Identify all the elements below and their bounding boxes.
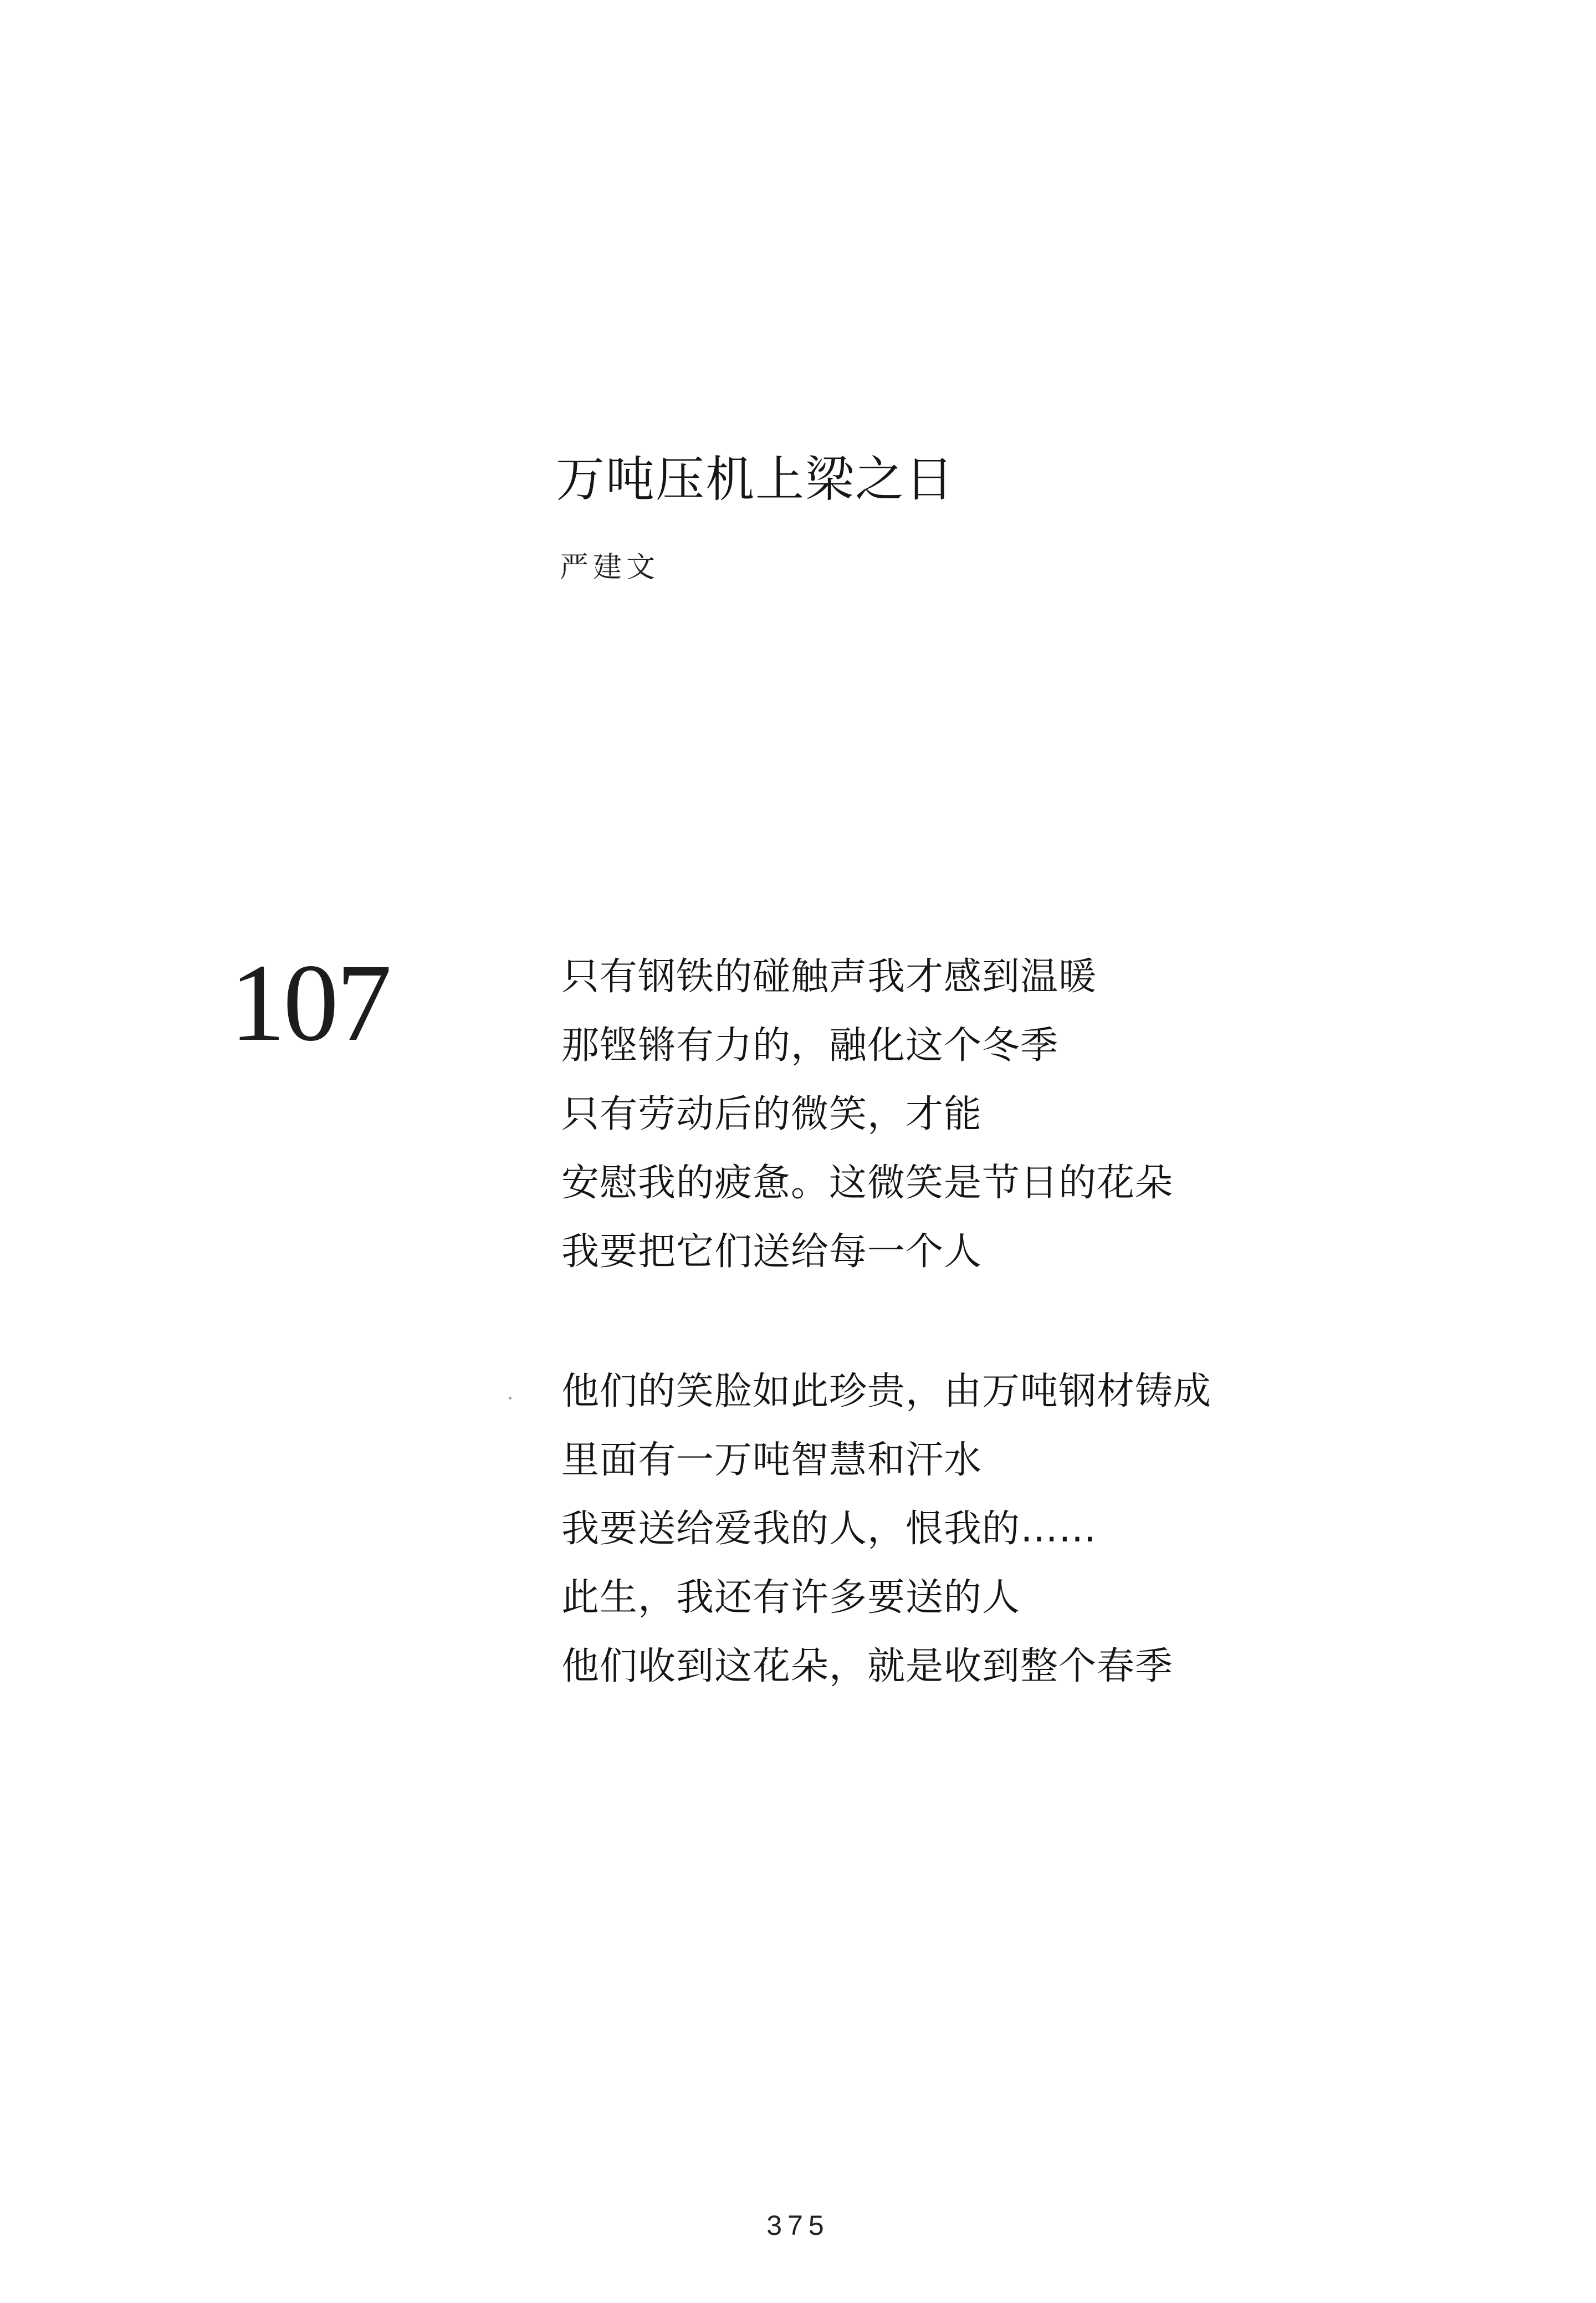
page-number: 375	[766, 2210, 830, 2241]
poem-title: 万吨压机上梁之日	[556, 451, 955, 508]
poem-line: 他们的笑脸如此珍贵，由万吨钢材铸成	[561, 1370, 1212, 1413]
stanza-2	[561, 1367, 1211, 1710]
stanza-1	[561, 952, 1211, 1296]
poem-line: 安慰我的疲惫。这微笑是节日的花朵	[561, 1161, 1174, 1205]
poem-line: 只有劳动后的微笑，才能	[561, 1092, 983, 1136]
poem-line: 我要把它们送给每一个人	[561, 1230, 983, 1274]
poem-number: 107	[230, 942, 390, 1064]
poem-line: 只有钢铁的碰触声我才感到温暖	[561, 955, 1097, 999]
poem-line: 他们收到这花朵，就是收到整个春季	[561, 1645, 1174, 1688]
poem-body	[561, 952, 1211, 1710]
poem-author: 严建文	[560, 551, 660, 584]
poem-line: 此生，我还有许多要送的人	[561, 1576, 1021, 1620]
scan-speck	[509, 1397, 511, 1400]
poem-line: 那铿锵有力的，融化这个冬季	[561, 1024, 1059, 1068]
poem-line: 我要送给爱我的人，恨我的……	[561, 1507, 1097, 1551]
poem-line: 里面有一万吨智慧和汗水	[561, 1438, 983, 1482]
